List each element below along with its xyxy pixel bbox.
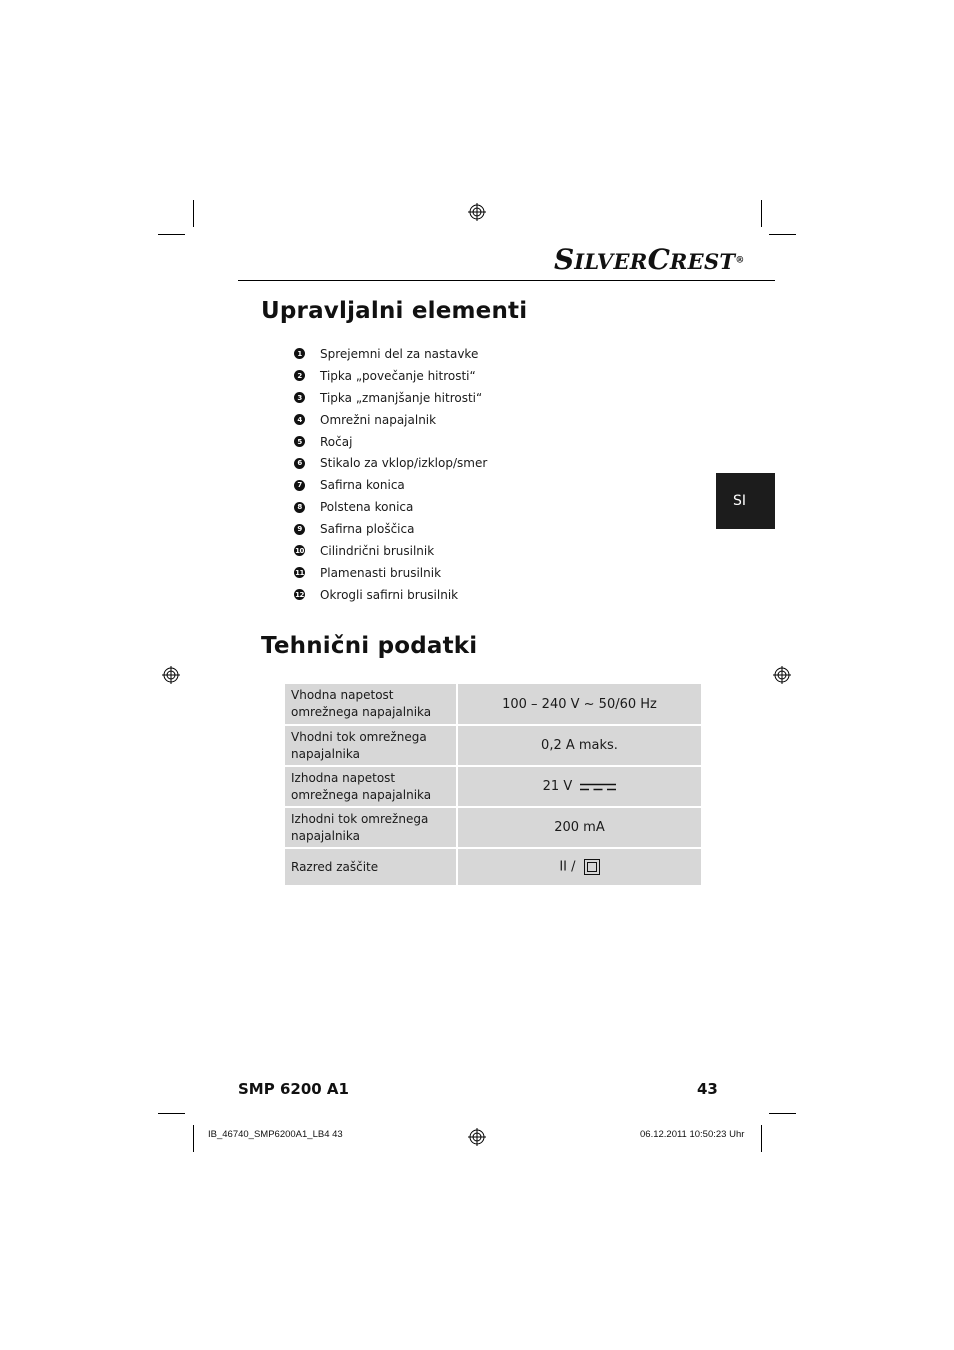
list-item xyxy=(294,496,487,518)
item-number-badge: 10 xyxy=(295,546,304,555)
item-label: Tipka „povečanje hitrosti“ xyxy=(320,368,476,383)
controls-section-title: Upravljalni elementi xyxy=(261,298,528,324)
item-label: Sprejemni del za nastavke xyxy=(320,346,479,361)
list-item xyxy=(294,518,487,540)
item-label: Safirna ploščica xyxy=(320,522,415,537)
specs-table xyxy=(285,684,701,885)
list-item xyxy=(294,409,487,431)
print-slug-file: IB_46740_SMP6200A1_LB4 43 xyxy=(208,1129,343,1140)
table-row xyxy=(285,684,701,725)
crop-mark xyxy=(193,1125,194,1152)
language-tab: SI xyxy=(716,473,775,529)
crop-mark xyxy=(769,1113,796,1114)
specs-section-title: Tehnični podatki xyxy=(261,633,478,659)
item-number-badge: 2 xyxy=(294,370,305,381)
spec-label: Vhodna napetost omrežnega napajalnika xyxy=(285,684,457,725)
table-row xyxy=(285,848,701,885)
list-item xyxy=(294,387,487,409)
item-label: Cilindrični brusilnik xyxy=(320,543,435,558)
item-number-badge: 9 xyxy=(294,524,305,535)
print-slug-timestamp: 06.12.2011 10:50:23 Uhr xyxy=(640,1129,745,1140)
item-label: Omrežni napajalnik xyxy=(320,412,437,427)
spec-label: Vhodni tok omrežnega napajalnika xyxy=(285,725,457,766)
list-item xyxy=(294,343,487,365)
list-item xyxy=(294,431,487,453)
item-number-badge: 6 xyxy=(294,458,305,469)
list-item xyxy=(294,540,487,562)
spec-value: 21 V xyxy=(457,766,701,807)
item-label: Okrogli safirni brusilnik xyxy=(320,587,459,602)
class-ii-symbol-icon xyxy=(584,859,600,875)
table-row xyxy=(285,725,701,766)
spec-value: 200 mA xyxy=(457,807,701,848)
item-label: Polstena konica xyxy=(320,500,414,515)
item-number-badge: 4 xyxy=(294,414,305,425)
item-number-badge: 5 xyxy=(294,436,305,447)
silvercrest-logo: SILVERCREST® xyxy=(554,243,745,276)
spec-label: Izhodni tok omrežnega napajalnika xyxy=(285,807,457,848)
spec-value: 0,2 A maks. xyxy=(457,725,701,766)
item-label: Plamenasti brusilnik xyxy=(320,565,442,580)
list-item xyxy=(294,452,487,474)
dc-symbol-icon xyxy=(580,783,616,791)
crop-mark xyxy=(158,1113,185,1114)
spec-label: Razred zaščite xyxy=(285,848,457,885)
registration-mark-icon xyxy=(773,666,791,684)
crop-mark xyxy=(193,200,194,227)
registration-mark-icon xyxy=(162,666,180,684)
table-row xyxy=(285,766,701,807)
spec-value: II / xyxy=(457,848,701,885)
list-item xyxy=(294,365,487,387)
header-rule xyxy=(238,280,775,281)
item-number-badge: 11 xyxy=(295,568,304,577)
item-number-badge: 12 xyxy=(295,590,304,599)
item-label: Ročaj xyxy=(320,434,353,449)
crop-mark xyxy=(158,234,185,235)
spec-label: Izhodna napetost omrežnega napajalnika xyxy=(285,766,457,807)
list-item xyxy=(294,562,487,584)
footer-model: SMP 6200 A1 xyxy=(238,1080,349,1098)
item-label: Stikalo za vklop/izklop/smer xyxy=(320,456,488,471)
list-item xyxy=(294,474,487,496)
item-number-badge: 7 xyxy=(294,480,305,491)
item-number-badge: 8 xyxy=(294,502,305,513)
item-label: Safirna konica xyxy=(320,478,405,493)
spec-value: 100 – 240 V ~ 50/60 Hz xyxy=(457,684,701,725)
table-row xyxy=(285,807,701,848)
registration-mark-icon xyxy=(468,1128,486,1146)
crop-mark xyxy=(769,234,796,235)
controls-list xyxy=(294,343,487,606)
list-item xyxy=(294,584,487,606)
item-number-badge: 1 xyxy=(294,348,305,359)
crop-mark xyxy=(761,1125,762,1152)
page-number: 43 xyxy=(697,1080,718,1098)
registration-mark-icon xyxy=(468,203,486,221)
item-label: Tipka „zmanjšanje hitrosti“ xyxy=(320,390,483,405)
item-number-badge: 3 xyxy=(294,392,305,403)
crop-mark xyxy=(761,200,762,227)
